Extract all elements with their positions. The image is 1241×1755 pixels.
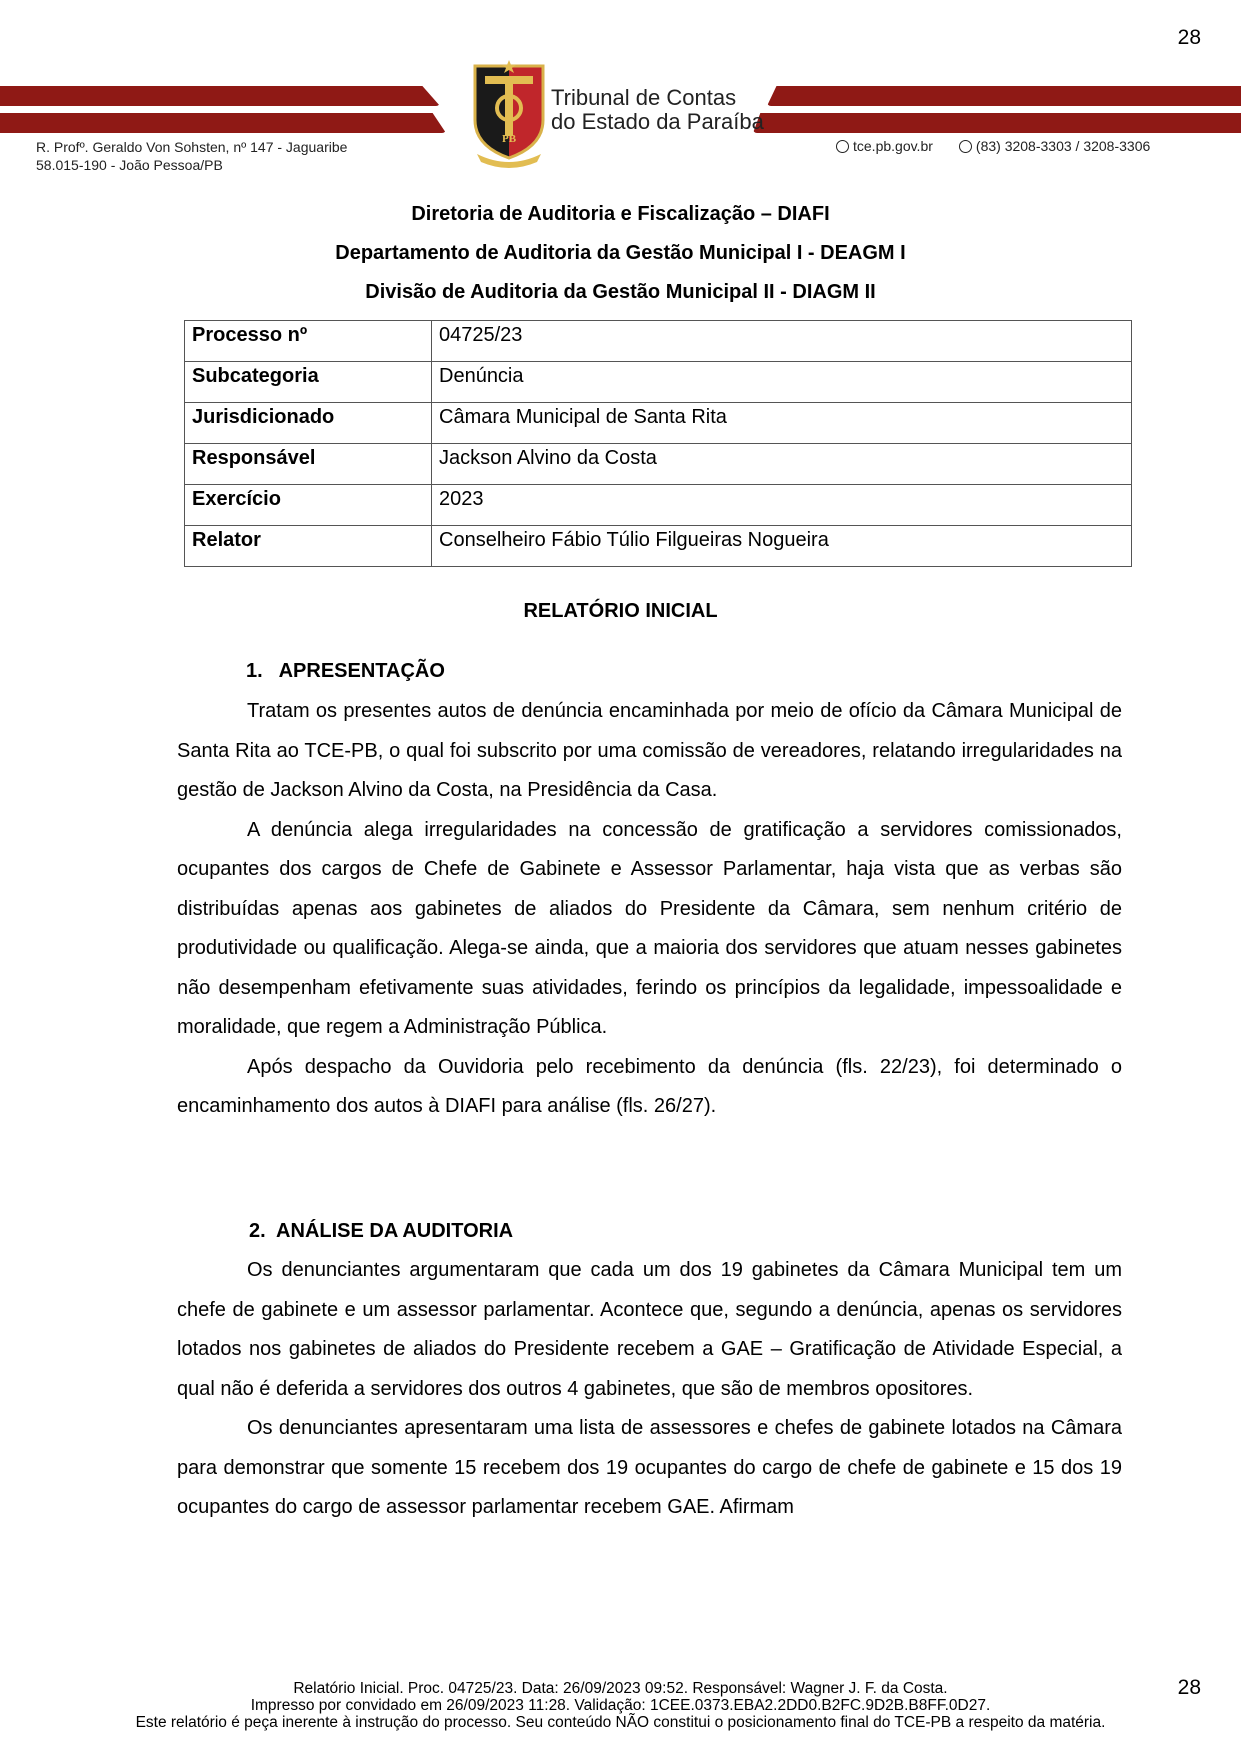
footer-line1: Relatório Inicial. Proc. 04725/23. Data: 26/09/2023 09:52. Responsável: Wagner J. F. da Costa.	[293, 1680, 948, 1697]
paragraph: Os denunciantes argumentaram que cada um dos 19 gabinetes da Câmara Municipal tem um chefe de gabinete e um assessor parlamentar. Acontece que, segundo a denúncia, apenas os servidores lotados nos gabinetes de aliados do Presidente recebem a GAE – Gratificação de Atividade Especial, a qual não é deferida a servidores dos outros 4 gabinetes, que são de membros opositores.	[177, 1259, 1122, 1400]
section-2-title: 2. ANÁLISE DA AUDITORIA	[249, 1220, 514, 1242]
header-band-right-top	[767, 86, 1241, 106]
table-row	[185, 403, 1132, 444]
row-value: Jackson Alvino da Costa	[432, 444, 1132, 485]
row-label: Responsável	[185, 444, 432, 485]
row-label: Processo nº	[185, 321, 432, 362]
header-band-right-bottom	[753, 113, 1241, 133]
table-row	[185, 444, 1132, 485]
address-line1: R. Profº. Geraldo Von Sohsten, nº 147 - Jaguaribe	[36, 139, 348, 155]
table-row	[185, 362, 1132, 403]
table-row	[185, 526, 1132, 567]
paragraph: Tratam os presentes autos de denúncia encaminhada por meio de ofício da Câmara Municipal de Santa Rita ao TCE-PB, o qual foi subscrito por uma comissão de vereadores, relatando irregularidades na gestão de Jackson Alvino da Costa, na Presidência da Casa.	[177, 700, 1122, 801]
section-1-body	[177, 692, 1122, 1127]
footer-line2: Impresso por convidado em 26/09/2023 11:28. Validação: 1CEE.0373.EBA2.2DD0.B2FC.9D2B.B8FF.0D27.	[250, 1697, 991, 1714]
paragraph: Os denunciantes apresentaram uma lista de assessores e chefes de gabinete lotados na Câmara para demonstrar que somente 15 recebem dos 19 ocupantes do cargo de chefe de gabinete e 15 dos 19 ocupantes do cargo de assessor parlamentar recebem GAE. Afirmam	[177, 1417, 1122, 1518]
website-item	[836, 138, 933, 154]
header-band-left-bottom	[0, 113, 446, 133]
section-1-title: 1. APRESENTAÇÃO	[246, 660, 445, 682]
header-band-left-top	[0, 86, 440, 106]
paragraph: Após despacho da Ouvidoria pelo recebimento da denúncia (fls. 22/23), foi determinado o encaminhamento dos autos à DIAFI para análise (fls. 26/27).	[177, 1055, 1122, 1117]
row-label: Subcategoria	[185, 362, 432, 403]
row-label: Relator	[185, 526, 432, 567]
heading-department: Departamento de Auditoria da Gestão Municipal I - DEAGM I	[335, 242, 906, 264]
page-footer	[0, 1680, 1241, 1731]
section-2-body	[177, 1251, 1122, 1528]
address-block	[36, 138, 347, 174]
tce-pb-crest-icon	[471, 58, 547, 168]
page-number-footer: 28	[1177, 1676, 1201, 1699]
footer-line3: Este relatório é peça inerente à instrução do processo. Seu conteúdo NÃO constitui o posicionamento final do TCE-PB a respeito da matéria.	[135, 1714, 1106, 1731]
page-number-top: 28	[1177, 26, 1201, 49]
whatsapp-icon	[959, 140, 972, 153]
phone-text: (83) 3208-3303 / 3208-3306	[975, 138, 1151, 154]
globe-icon	[836, 140, 849, 153]
row-label: Exercício	[185, 485, 432, 526]
website-text: tce.pb.gov.br	[853, 138, 933, 154]
process-info-table	[184, 320, 1132, 567]
paragraph: A denúncia alega irregularidades na concessão de gratificação a servidores comissionados, ocupantes dos cargos de Chefe de Gabinete e Assessor Parlamentar, haja vista que as verbas são distribuídas apenas aos gabinetes de aliados do Presidente da Câmara, sem nenhum critério de produtividade ou qualificação. Alega-se ainda, que a maioria dos servidores que atuam nesses gabinetes não desempenham efetivamente suas atividades, ferindo os princípios da legalidade, impessoalidade e moralidade, que regem a Administração Pública.	[177, 818, 1122, 1038]
org-name-line2: do Estado da Paraíba	[551, 109, 764, 134]
address-line2: 58.015-190 - João Pessoa/PB	[36, 157, 223, 173]
report-title: RELATÓRIO INICIAL	[523, 600, 718, 622]
svg-text:PB: PB	[501, 133, 517, 145]
phone-item	[959, 138, 1150, 154]
organization-name	[551, 86, 764, 134]
org-name-line1: Tribunal de Contas	[551, 85, 737, 110]
heading-division: Divisão de Auditoria da Gestão Municipal II - DIAGM II	[365, 281, 876, 303]
row-value: Câmara Municipal de Santa Rita	[432, 403, 1132, 444]
row-value: 04725/23	[432, 321, 1132, 362]
row-value: 2023	[432, 485, 1132, 526]
department-headings	[0, 200, 1241, 317]
row-value: Conselheiro Fábio Túlio Filgueiras Nogueira	[432, 526, 1132, 567]
table-row	[185, 485, 1132, 526]
row-label: Jurisdicionado	[185, 403, 432, 444]
contact-block	[836, 138, 1150, 154]
row-value: Denúncia	[432, 362, 1132, 403]
heading-directorate: Diretoria de Auditoria e Fiscalização – DIAFI	[411, 203, 830, 225]
table-row	[185, 321, 1132, 362]
